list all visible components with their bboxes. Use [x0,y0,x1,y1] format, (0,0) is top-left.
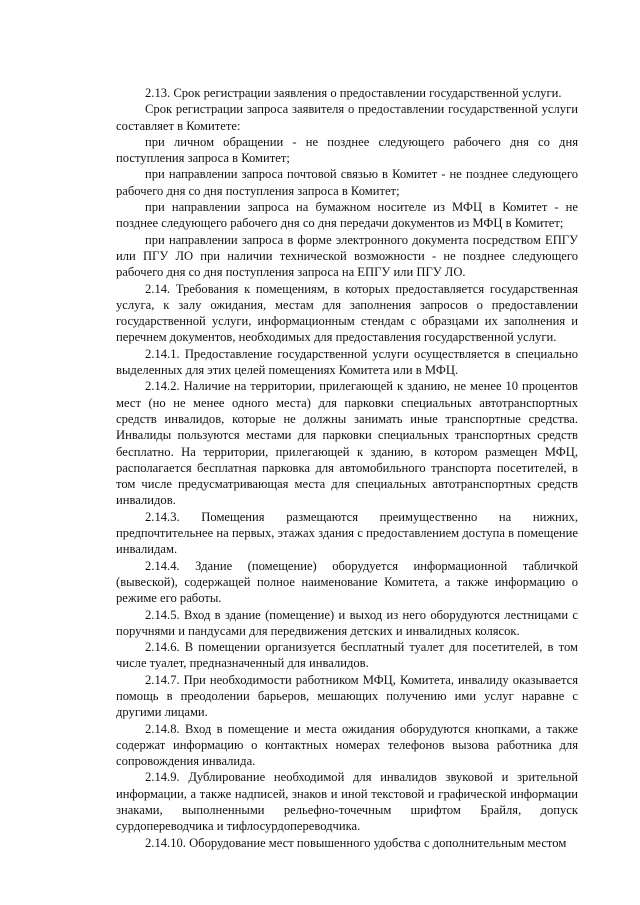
paragraph-postal: при направлении запроса почтовой связью в Комитет - не позднее следующего рабочего дня со дня поступления запроса в Комитет; [116,167,578,198]
paragraph-2-14-9: 2.14.9. Дублирование необходимой для инвалидов звуковой и зрительной информации, а также надписей, знаков и иной текстовой и графической информации знаками, выполненными рельефно-точечным шрифтом Брайля, допуск сурдопереводчика и тифлосурдопереводчика. [116,770,578,834]
paragraph-2-13-title: 2.13. Срок регистрации заявления о предоставлении государственной услуги. [145,86,562,100]
paragraph-registration-term: Срок регистрации запроса заявителя о предоставлении государственной услуги составляет в Комитете: [116,102,578,133]
paragraph-2-14-1: 2.14.1. Предоставление государственной услуги осуществляется в специально выделенных для этих целей помещениях Комитета или в МФЦ. [116,346,578,378]
paragraph-personal-appeal: при личном обращении - не позднее следующего рабочего дня со дня поступления запроса в Комитет; [116,134,578,166]
paragraph-electronic: при направлении запроса в форме электронного документа посредством ЕПГУ или ПГУ ЛО при наличии технической возможности - не позднее следующего рабочего дня со дня поступления запроса на ЕПГУ или ПГУ ЛО. [116,232,578,280]
paragraph-2-14-8: 2.14.8. Вход в помещение и места ожидания оборудуются кнопками, а также содержат информацию о контактных номерах телефонов вызова работника для сопровождения инвалида. [116,721,578,769]
paragraph-2-14-6: 2.14.6. В помещении организуется бесплатный туалет для посетителей, в том числе туалет, предназначенный для инвалидов. [116,640,578,671]
paragraph-2-14-10: 2.14.10. Оборудование мест повышенного удобства с дополнительным местом [145,835,567,850]
paragraph-2-14-2: 2.14.2. Наличие на территории, прилегающей к зданию, не менее 10 процентов мест (но не менее одного места) для парковки специальных автотранспортных средств инвалидов, которые не должны занимать иные транспортные средства. Инвалиды пользуются местами для парковки специальных транспортных средств бесплатно. На территории, прилегающей к зданию, в котором размещен МФЦ, располагается бесплатная парковка для автомобильного транспорта посетителей, в том числе предусматривающая места для специальных автотранспортных средств инвалидов. [116,379,578,508]
paragraph-paper-mfc: при направлении запроса на бумажном носителе из МФЦ в Комитет - не позднее следующего рабочего дня со дня передачи документов из МФЦ в Комитет; [116,200,578,231]
paragraph-2-14-4: 2.14.4. Здание (помещение) оборудуется информационной табличкой (вывеской), содержащей полное наименование Комитета, а также информацию о режиме его работы. [116,558,578,606]
paragraph-2-14-5: 2.14.5. Вход в здание (помещение) и выход из него оборудуются лестницами с поручнями и пандусами для передвижения детских и инвалидных колясок. [116,607,578,638]
paragraph-2-14-3: 2.14.3. Помещения размещаются преимущественно на нижних, предпочтительнее на первых, этажах здания с предоставлением доступа в помещение инвалидам. [116,509,578,557]
paragraph-2-14-7: 2.14.7. При необходимости работником МФЦ, Комитета, инвалиду оказывается помощь в преодолении барьеров, мешающих получению ими услуг наравне с другими лицами. [116,672,578,720]
paragraph-2-14: 2.14. Требования к помещениям, в которых предоставляется государственная услуга, к залу ожидания, местам для заполнения запросов о предоставлении государственной услуги, информационным стендам с образцами их заполнения и перечнем документов, необходимых для предоставления государственной услуги. [116,281,578,345]
